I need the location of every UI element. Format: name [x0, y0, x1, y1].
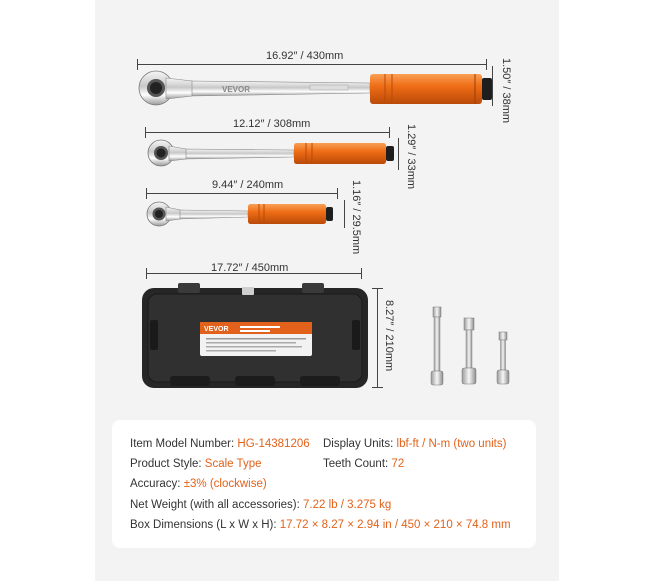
spec-box-label: Box Dimensions (L x W x H):: [130, 519, 277, 531]
large-torque-wrench: [130, 68, 500, 108]
svg-text:VEVOR: VEVOR: [222, 85, 251, 94]
svg-text:VEVOR: VEVOR: [204, 326, 229, 333]
medium-height-dim-line: [398, 138, 399, 170]
spec-units-label: Display Units:: [323, 438, 394, 450]
spec-box: [130, 519, 511, 531]
spec-style: [130, 458, 261, 470]
large-height-dim-line: [492, 66, 493, 106]
small-length-dim-tick-right: [337, 188, 338, 199]
case-height-dim-line: [377, 288, 378, 388]
case-length-label: 17.72″ / 450mm: [211, 262, 289, 274]
spec-teeth: [323, 458, 404, 470]
spec-units-value: lbf-ft / N-m (two units): [396, 438, 507, 450]
small-wrench-height-label: 1.16″ / 29.5mm: [350, 180, 362, 255]
medium-length-dim-tick-left: [145, 127, 146, 138]
spec-weight-label: Net Weight (with all accessories):: [130, 499, 300, 511]
spec-box-value: 17.72 × 8.27 × 2.94 in / 450 × 210 × 74.8 mm: [279, 519, 511, 531]
small-wrench-length-label: 9.44″ / 240mm: [212, 179, 284, 191]
large-length-dim-line: [137, 64, 487, 65]
spec-accuracy-value: ±3% (clockwise): [183, 478, 267, 490]
medium-length-dim-tick-right: [389, 127, 390, 138]
spec-teeth-label: Teeth Count:: [323, 458, 389, 470]
storage-case: [140, 280, 370, 392]
large-wrench-height-label: 1.50″ / 38mm: [500, 58, 512, 124]
small-length-dim-line: [146, 193, 338, 194]
spec-accuracy-label: Accuracy:: [130, 478, 181, 490]
small-height-dim-line: [344, 200, 345, 228]
spec-weight: [130, 499, 391, 511]
spec-teeth-value: 72: [391, 458, 405, 470]
medium-wrench-height-label: 1.29″ / 33mm: [405, 124, 417, 190]
spec-accuracy: [130, 478, 267, 490]
medium-wrench-length-label: 12.12″ / 308mm: [233, 118, 311, 130]
case-height-dim-tick-top: [372, 288, 383, 289]
spec-model: [130, 438, 310, 450]
case-height-dim-tick-bottom: [372, 387, 383, 388]
spec-style-label: Product Style:: [130, 458, 202, 470]
extension-bar-medium: [459, 316, 479, 386]
case-length-dim-tick-right: [361, 268, 362, 279]
medium-torque-wrench: [142, 138, 402, 168]
spec-style-value: Scale Type: [204, 458, 262, 470]
spec-weight-value: 7.22 lb / 3.275 kg: [303, 499, 392, 511]
small-length-dim-tick-left: [146, 188, 147, 199]
extension-bar-long: [428, 305, 446, 387]
spec-model-value: HG-14381206: [237, 438, 310, 450]
medium-length-dim-line: [145, 132, 390, 133]
case-length-dim-tick-left: [146, 268, 147, 279]
case-height-label: 8.27″ / 210mm: [383, 300, 395, 372]
large-wrench-length-label: 16.92″ / 430mm: [266, 50, 344, 62]
spec-model-label: Item Model Number:: [130, 438, 235, 450]
small-torque-wrench: [142, 200, 342, 228]
spec-units: [323, 438, 506, 450]
extension-bar-short: [495, 330, 511, 386]
